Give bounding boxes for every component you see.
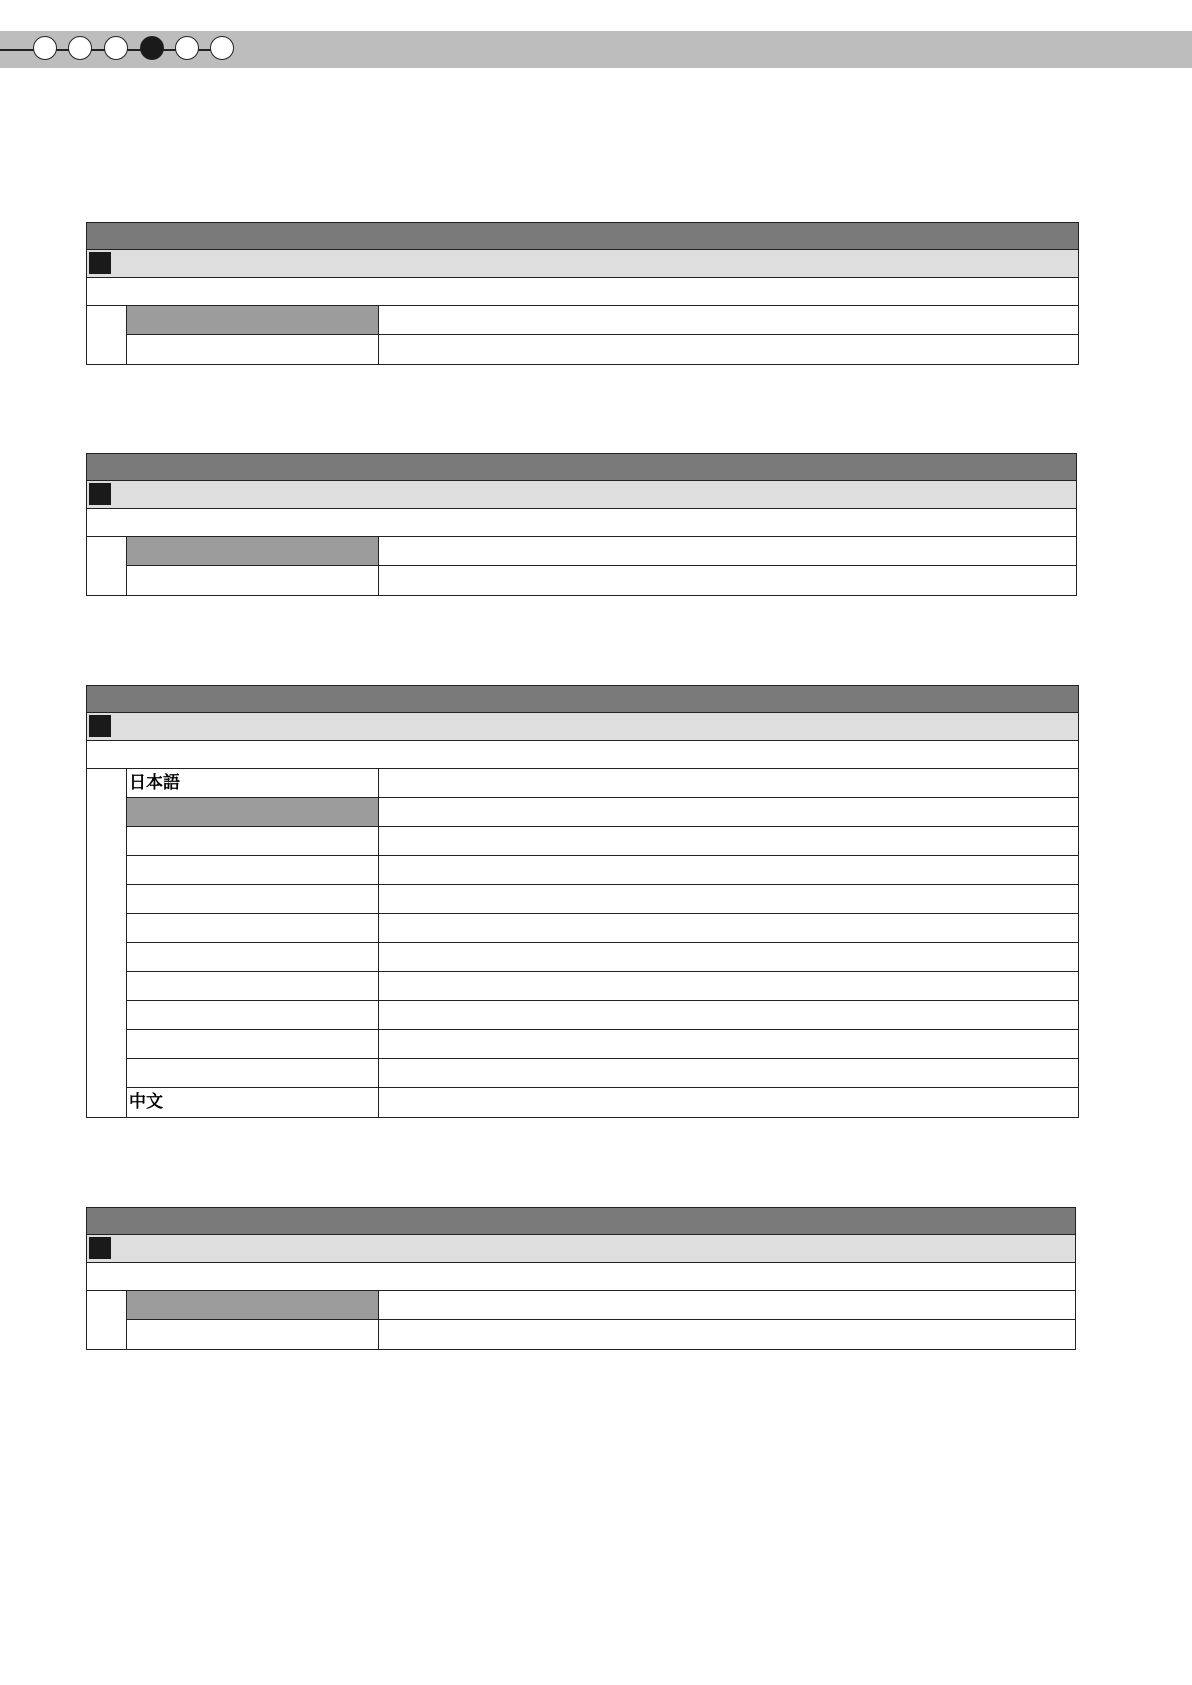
option-row[interactable]	[127, 1291, 1075, 1320]
table-header-bar	[87, 223, 1078, 250]
table-subheader-bar	[87, 713, 1078, 741]
table-subheader-bar	[87, 1235, 1075, 1263]
language-option-label	[127, 914, 379, 942]
settings-table-4	[86, 1207, 1076, 1350]
step-1-indicator	[33, 36, 57, 60]
language-option-row[interactable]	[127, 885, 1078, 914]
option-description	[379, 566, 1076, 595]
square-bullet-icon	[89, 1237, 111, 1259]
language-settings-table	[86, 685, 1079, 1118]
language-option-row[interactable]	[127, 1088, 1078, 1117]
option-row[interactable]	[127, 306, 1078, 335]
option-label	[127, 306, 379, 334]
language-option-row[interactable]	[127, 914, 1078, 943]
language-option-row[interactable]	[127, 769, 1078, 798]
table-header-bar	[87, 454, 1076, 481]
option-row[interactable]	[127, 1320, 1075, 1349]
step-2-indicator	[68, 36, 92, 60]
language-option-row[interactable]	[127, 1001, 1078, 1030]
option-description	[379, 1291, 1075, 1319]
table-description-row	[87, 509, 1076, 537]
step-progress-bar	[0, 31, 1192, 68]
language-option-chinese: 中文	[127, 1088, 379, 1117]
language-option-label	[127, 856, 379, 884]
option-description	[379, 1320, 1075, 1349]
option-description	[379, 1088, 1078, 1117]
option-label	[127, 1291, 379, 1319]
option-description	[379, 769, 1078, 797]
table-description-row	[87, 1263, 1075, 1291]
option-description	[379, 306, 1078, 334]
option-description	[379, 1001, 1078, 1029]
step-6-indicator	[210, 36, 234, 60]
language-option-label	[127, 798, 379, 826]
square-bullet-icon	[89, 483, 111, 505]
language-option-label	[127, 1001, 379, 1029]
option-description	[379, 1030, 1078, 1058]
settings-table-1	[86, 222, 1079, 365]
language-option-row[interactable]	[127, 827, 1078, 856]
language-option-label	[127, 972, 379, 1000]
table-header-bar	[87, 1208, 1075, 1235]
table-gutter	[87, 537, 127, 595]
option-row[interactable]	[127, 537, 1076, 566]
option-description	[379, 798, 1078, 826]
option-description	[379, 1059, 1078, 1087]
table-subheader-bar	[87, 250, 1078, 278]
option-description	[379, 856, 1078, 884]
language-option-label	[127, 1059, 379, 1087]
table-description-row	[87, 741, 1078, 769]
settings-table-2	[86, 453, 1077, 596]
option-label	[127, 537, 379, 565]
square-bullet-icon	[89, 715, 111, 737]
step-5-indicator	[175, 36, 199, 60]
step-4-indicator-active	[140, 36, 164, 60]
language-option-row[interactable]	[127, 798, 1078, 827]
table-gutter	[87, 306, 127, 364]
option-description	[379, 827, 1078, 855]
table-gutter	[87, 1291, 127, 1349]
option-description	[379, 885, 1078, 913]
language-option-japanese: 日本語	[127, 769, 379, 797]
option-row[interactable]	[127, 566, 1076, 595]
language-option-row[interactable]	[127, 1059, 1078, 1088]
option-description	[379, 335, 1078, 364]
language-option-label	[127, 827, 379, 855]
option-description	[379, 972, 1078, 1000]
language-option-row[interactable]	[127, 856, 1078, 885]
option-label	[127, 335, 379, 364]
language-option-row[interactable]	[127, 943, 1078, 972]
option-label	[127, 566, 379, 595]
option-description	[379, 943, 1078, 971]
language-option-row[interactable]	[127, 1030, 1078, 1059]
option-description	[379, 537, 1076, 565]
language-option-row[interactable]	[127, 972, 1078, 1001]
table-header-bar	[87, 686, 1078, 713]
table-gutter	[87, 769, 127, 1117]
table-subheader-bar	[87, 481, 1076, 509]
square-bullet-icon	[89, 252, 111, 274]
table-description-row	[87, 278, 1078, 306]
option-row[interactable]	[127, 335, 1078, 364]
step-3-indicator	[104, 36, 128, 60]
language-option-label	[127, 885, 379, 913]
option-label	[127, 1320, 379, 1349]
option-description	[379, 914, 1078, 942]
language-option-label	[127, 943, 379, 971]
language-option-label	[127, 1030, 379, 1058]
